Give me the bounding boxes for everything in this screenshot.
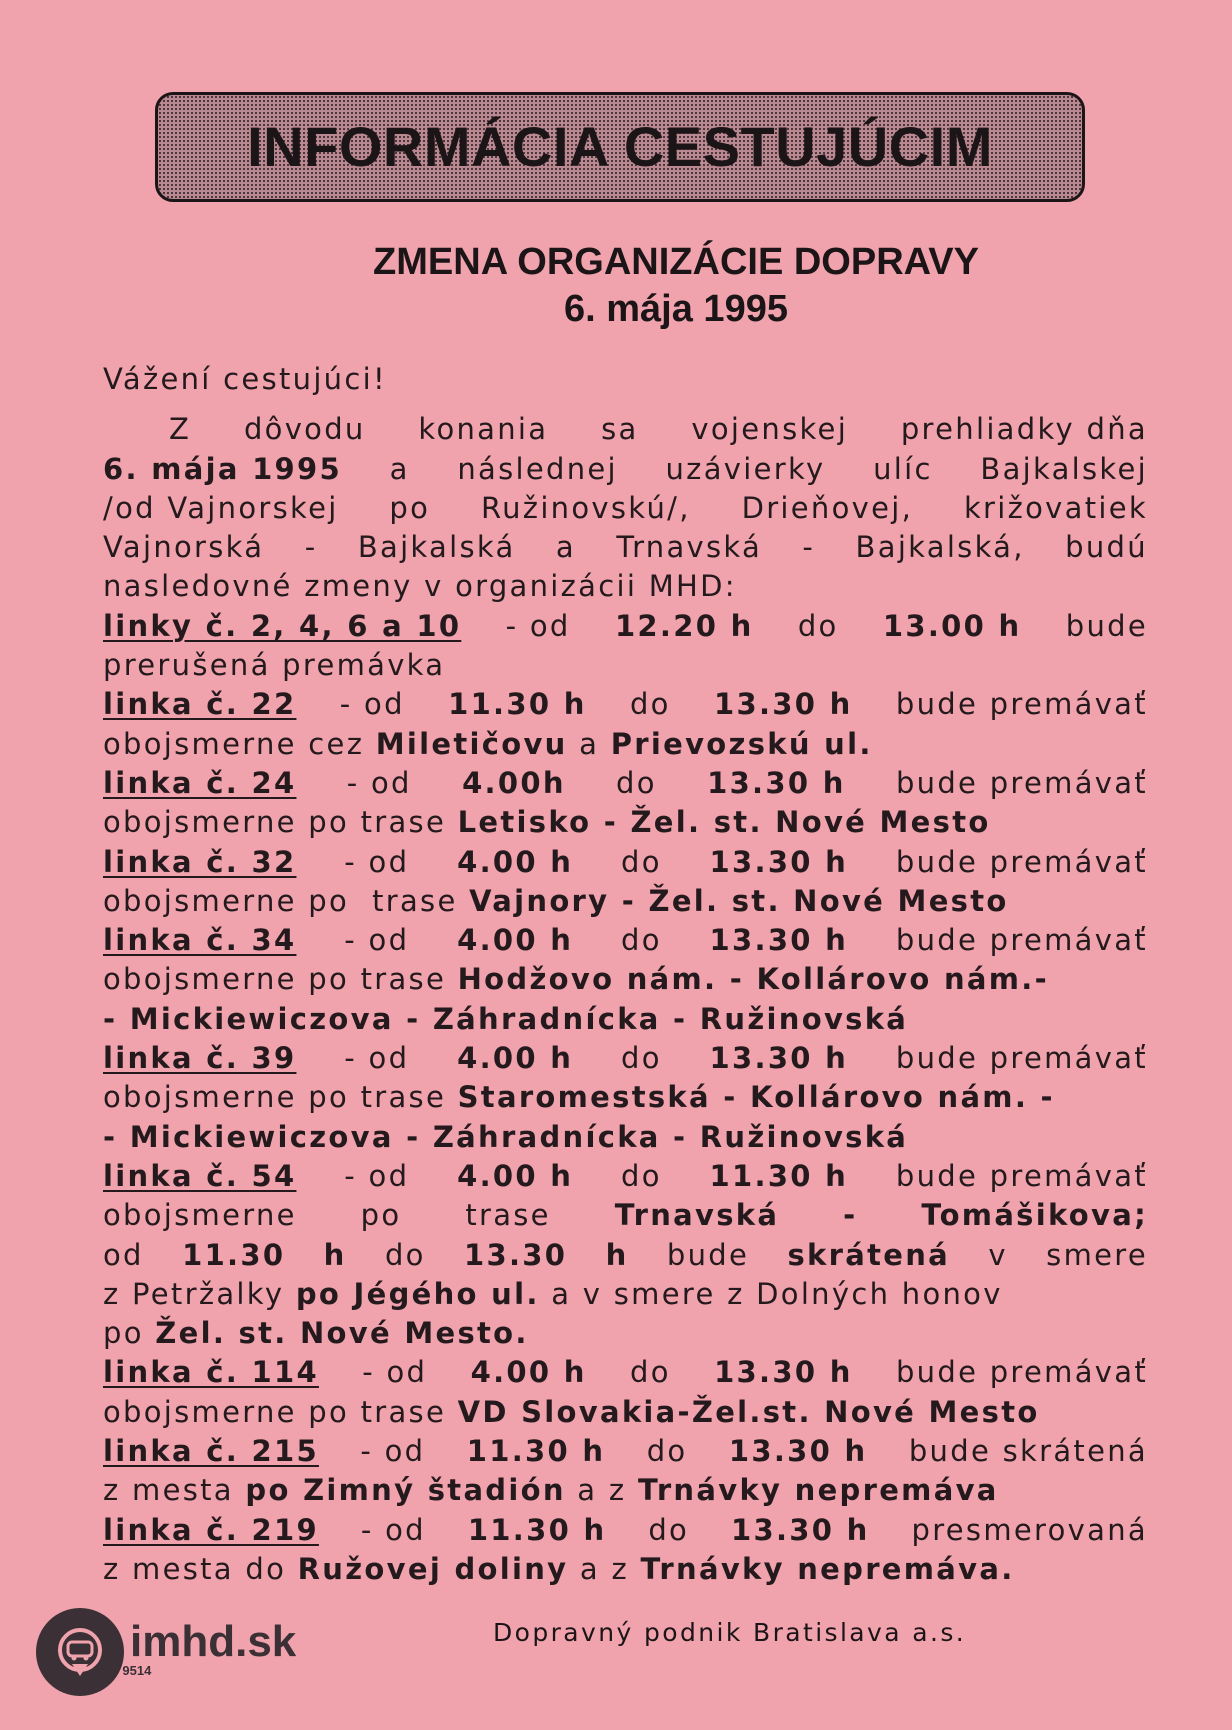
intro-line-4: Vajnorská - Bajkalská a Trnavská - Bajkalská, budú — [103, 530, 1148, 565]
route-item-24-detail: obojsmerne po trase Letisko - Žel. st. Nové Mesto — [103, 805, 991, 840]
route-item-39-detail-2: - Mickiewiczova - Záhradnícka - Ružinovská — [103, 1119, 909, 1154]
route-item-219: linka č. 219 - od 11.30 h do 13.30 h presmerovaná — [103, 1512, 1148, 1547]
route-item-114: linka č. 114 - od 4.00 h do 13.30 h bude premávať — [103, 1355, 1148, 1390]
route-item-39: linka č. 39 - od 4.00 h do 13.30 h bude premávať — [103, 1041, 1148, 1076]
route-item-34-detail: obojsmerne po trase Hodžovo nám. - Kollárovo nám.- — [103, 962, 1049, 997]
route-item-34-detail-2: - Mickiewiczova - Záhradnícka - Ružinovská — [103, 1001, 909, 1036]
route-item-54-detail: obojsmerne po trase Trnavská - Tomášikova; — [103, 1198, 1148, 1233]
route-item-54: linka č. 54 - od 4.00 h do 11.30 h bude premávať — [103, 1158, 1148, 1193]
route-item-32-detail: obojsmerne po trase Vajnory - Žel. st. Nové Mesto — [103, 883, 1009, 918]
route-item-215: linka č. 215 - od 11.30 h do 13.30 h bude skrátená — [103, 1434, 1148, 1469]
route-item-54-detail-4: po Žel. st. Nové Mesto. — [103, 1316, 529, 1351]
intro-line-5: nasledovné zmeny v organizácii MHD: — [103, 569, 737, 604]
route-item-215-detail: z mesta po Zimný štadión a z Trnávky nepremáva — [103, 1473, 999, 1508]
route-item-24: linka č. 24 - od 4.00h do 13.30 h bude premávať — [103, 765, 1148, 800]
notice-date: 6. mája 1995 — [564, 288, 788, 330]
brand-logo-text: imhd.sk — [130, 1617, 297, 1666]
route-item-2-4-6-10: linky č. 2, 4, 6 a 10 - od 12.20 h do 13.00 h bude — [103, 608, 1148, 643]
route-item-2-4-6-10-detail: prerušená premávka — [103, 648, 446, 683]
notice-title: ZMENA ORGANIZÁCIE DOPRAVY — [373, 241, 979, 283]
greeting: Vážení cestujúci! — [103, 362, 387, 396]
intro-line-3: /od Vajnorskej po Ružinovskú/, Drieňovej, križovatiek — [103, 490, 1148, 525]
route-item-219-detail: z mesta do Ružovej doliny a z Trnávky nepremáva. — [103, 1551, 1015, 1586]
route-item-114-detail: obojsmerne po trase VD Slovakia-Žel.st. Nové Mesto — [103, 1394, 1040, 1429]
banner-title: INFORMÁCIA CESTUJÚCIM — [247, 115, 993, 178]
notice-body — [103, 360, 1148, 1589]
route-item-22: linka č. 22 - od 11.30 h do 13.30 h bude premávať — [103, 687, 1148, 722]
route-item-54-detail-3: z Petržalky po Jégého ul. a v smere z Dolných honov — [103, 1276, 1003, 1311]
bus-pin-icon — [36, 1608, 124, 1696]
route-item-22-detail: obojsmerne cez Miletičovu a Prievozskú ul. — [103, 726, 873, 761]
route-item-34: linka č. 34 - od 4.00 h do 13.30 h bude premávať — [103, 923, 1148, 958]
header-banner — [155, 92, 1085, 202]
issuer-signature: Dopravný podnik Bratislava a.s. — [493, 1618, 967, 1647]
intro-line-2: 6. mája 1995 a následnej uzávierky ulíc Bajkalskej — [103, 451, 1148, 486]
route-item-39-detail: obojsmerne po trase Staromestská - Kollárovo nám. - — [103, 1080, 1055, 1115]
route-item-54-detail-2: od 11.30 h do 13.30 h bude skrátená v smere — [103, 1237, 1148, 1272]
intro-line-1: Z dôvodu konania sa vojenskej prehliadky dňa — [169, 412, 1148, 447]
archive-stamp: Info 9514 — [95, 1663, 152, 1678]
route-item-32: linka č. 32 - od 4.00 h do 13.30 h bude premávať — [103, 844, 1148, 879]
